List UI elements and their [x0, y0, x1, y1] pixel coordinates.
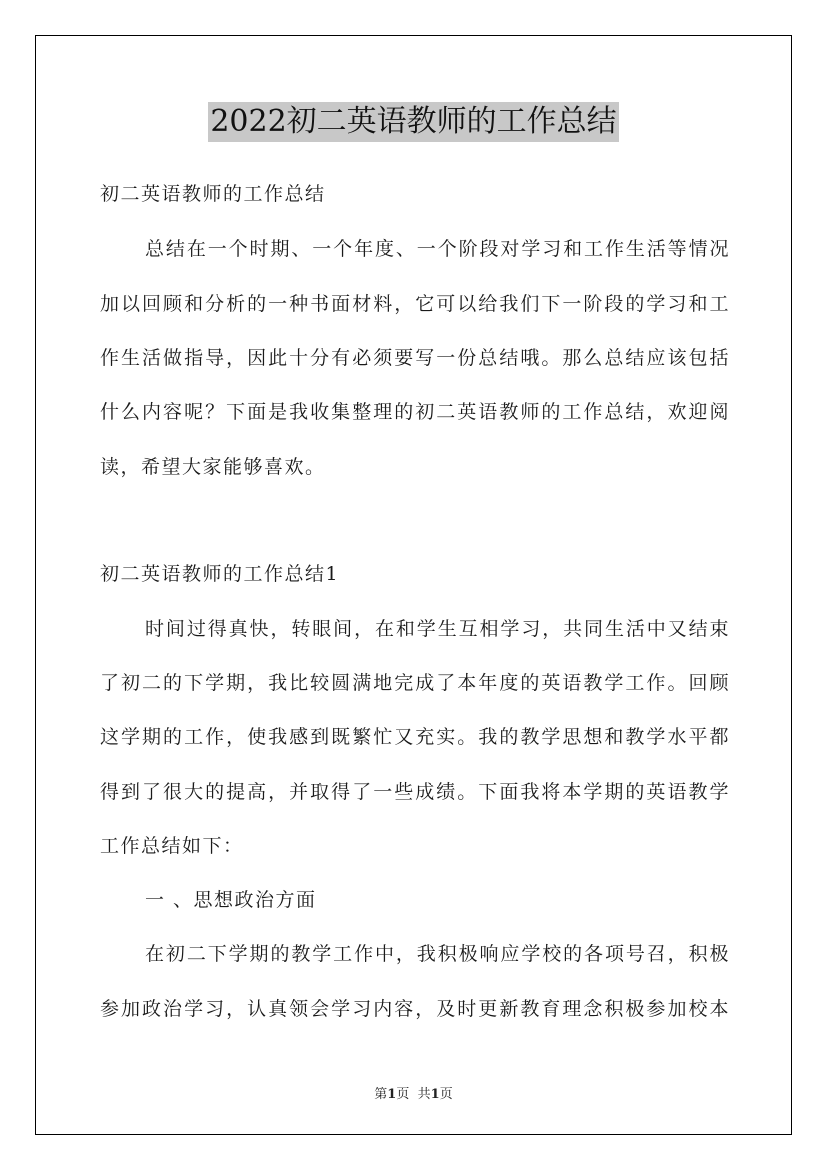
paragraph-line: 时间过得真快，转眼间，在和学生互相学习，共同生活中又结束	[145, 618, 730, 640]
document-title: 2022初二英语教师的工作总结	[208, 102, 618, 142]
paragraph-line: 在初二下学期的教学工作中，我积极响应学校的各项号召，积极	[145, 943, 730, 965]
page-footer	[0, 1083, 827, 1102]
footer-page-suffix: 页	[396, 1087, 410, 1102]
footer-page-prefix: 第	[374, 1087, 388, 1102]
paragraph-line: 这学期的工作，使我感到既繁忙又充实。我的教学思想和教学水平都	[100, 726, 730, 748]
intro-line: 加以回顾和分析的一种书面材料，它可以给我们下一阶段的学习和工	[100, 293, 730, 315]
footer-total-prefix: 共	[417, 1087, 431, 1102]
intro-line: 什么内容呢？下面是我收集整理的初二英语教师的工作总结，欢迎阅	[100, 401, 730, 423]
paragraph-line: 得到了很大的提高，并取得了一些成绩。下面我将本学期的英语教学	[100, 781, 730, 803]
paragraph-line: 参加政治学习，认真领会学习内容，及时更新教育理念积极参加校本	[100, 998, 730, 1020]
subheading: 一 、思想政治方面	[145, 889, 317, 911]
document-subtitle: 初二英语教师的工作总结	[100, 183, 326, 205]
footer-total-suffix: 页	[439, 1087, 453, 1102]
footer-total-number: 1	[430, 1087, 440, 1102]
intro-line: 总结在一个时期、一个年度、一个阶段对学习和工作生活等情况	[145, 238, 730, 260]
title-container	[0, 102, 827, 142]
footer-page-number: 1	[387, 1087, 397, 1102]
intro-line: 读，希望大家能够喜欢。	[100, 456, 326, 478]
paragraph-line: 工作总结如下：	[100, 835, 244, 857]
intro-line: 作生活做指导，因此十分有必须要写一份总结哦。那么总结应该包括	[100, 347, 730, 369]
section-heading: 初二英语教师的工作总结1	[100, 563, 340, 585]
paragraph-line: 了初二的下学期，我比较圆满地完成了本年度的英语教学工作。回顾	[100, 672, 730, 694]
